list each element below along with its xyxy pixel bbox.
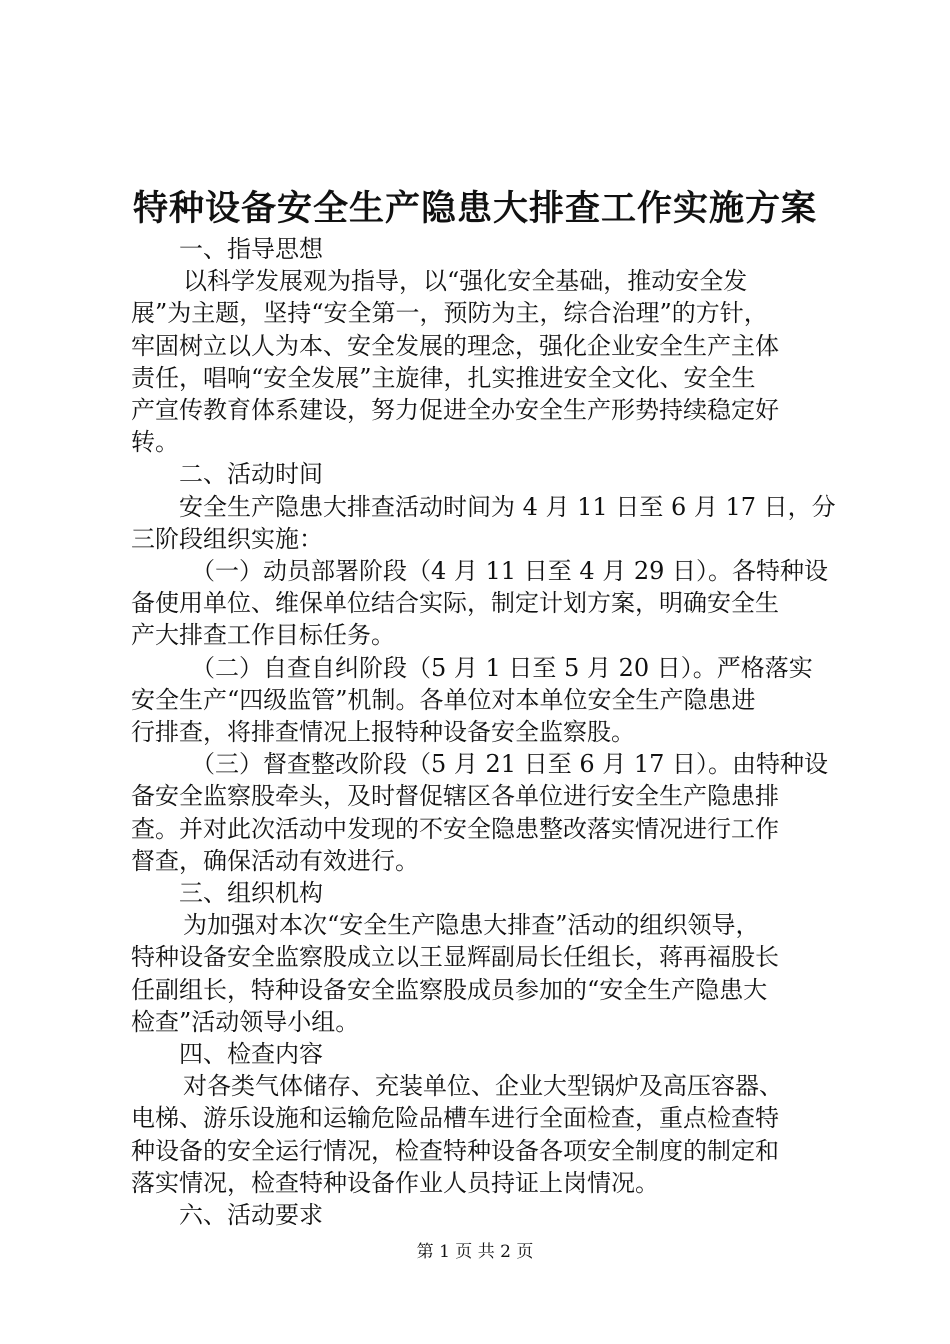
text-line: 落实情况，检查特种设备作业人员持证上岗情况。 — [131, 1168, 659, 1197]
text-line: （二）自查自纠阶段（5 月 1 日至 5 月 20 日）。严格落实 — [191, 653, 813, 682]
text-line: 安全生产“四级监管”机制。各单位对本单位安全生产隐患进 — [131, 685, 756, 714]
text-line: 产宣传教育体系建设，努力促进全办安全生产形势持续稳定好 — [131, 396, 779, 425]
section-heading: 四、检查内容 — [179, 1040, 323, 1069]
text-line: 检查”活动领导小组。 — [131, 1007, 360, 1036]
text-line: 安全生产隐患大排查活动时间为 4 月 11 日至 6 月 17 日，分 — [179, 492, 836, 521]
text-line: 行排查，将排查情况上报特种设备安全监察股。 — [131, 718, 635, 747]
text-line: 备安全监察股牵头，及时督促辖区各单位进行安全生产隐患排 — [131, 782, 779, 811]
section-heading: 二、活动时间 — [179, 460, 323, 489]
text-line: 牢固树立以人为本、安全发展的理念，强化企业安全生产主体 — [131, 331, 779, 360]
text-line: 为加强对本次“安全生产隐患大排查”活动的组织领导， — [183, 911, 760, 940]
text-line: 产大排查工作目标任务。 — [131, 621, 395, 650]
document-title: 特种设备安全生产隐患大排查工作实施方案 — [132, 188, 817, 229]
text-line: 种设备的安全运行情况，检查特种设备各项安全制度的制定和 — [131, 1136, 779, 1165]
section-heading: 三、组织机构 — [179, 879, 323, 908]
text-line: 展”为主题，坚持“安全第一，预防为主，综合治理”的方针， — [131, 299, 768, 328]
text-line: 备使用单位、维保单位结合实际，制定计划方案，明确安全生 — [131, 589, 779, 618]
document-body — [131, 233, 836, 1231]
text-line: 转。 — [131, 428, 179, 457]
section-heading: 六、活动要求 — [179, 1201, 323, 1230]
text-line: 任副组长，特种设备安全监察股成员参加的“安全生产隐患大 — [131, 975, 768, 1004]
text-line: 以科学发展观为指导，以“强化安全基础，推动安全发 — [183, 267, 748, 296]
text-line: 对各类气体储存、充装单位、企业大型锅炉及高压容器、 — [183, 1072, 783, 1101]
text-line: 三阶段组织实施： — [131, 524, 323, 553]
text-line: 电梯、游乐设施和运输危险品槽车进行全面检查，重点检查特 — [131, 1104, 779, 1133]
text-line: 特种设备安全监察股成立以王显辉副局长任组长，蒋再福股长 — [131, 943, 779, 972]
text-line: 查。并对此次活动中发现的不安全隐患整改落实情况进行工作 — [131, 814, 779, 843]
text-line: （三）督查整改阶段（5 月 21 日至 6 月 17 日）。由特种设 — [191, 750, 829, 779]
text-line: （一）动员部署阶段（4 月 11 日至 4 月 29 日）。各特种设 — [191, 557, 829, 586]
text-line: 督查，确保活动有效进行。 — [131, 846, 419, 875]
text-line: 责任，唱响“安全发展”主旋律，扎实推进安全文化、安全生 — [131, 363, 756, 392]
page-footer: 第 1 页 共 2 页 — [416, 1242, 534, 1262]
section-heading: 一、指导思想 — [179, 235, 323, 263]
